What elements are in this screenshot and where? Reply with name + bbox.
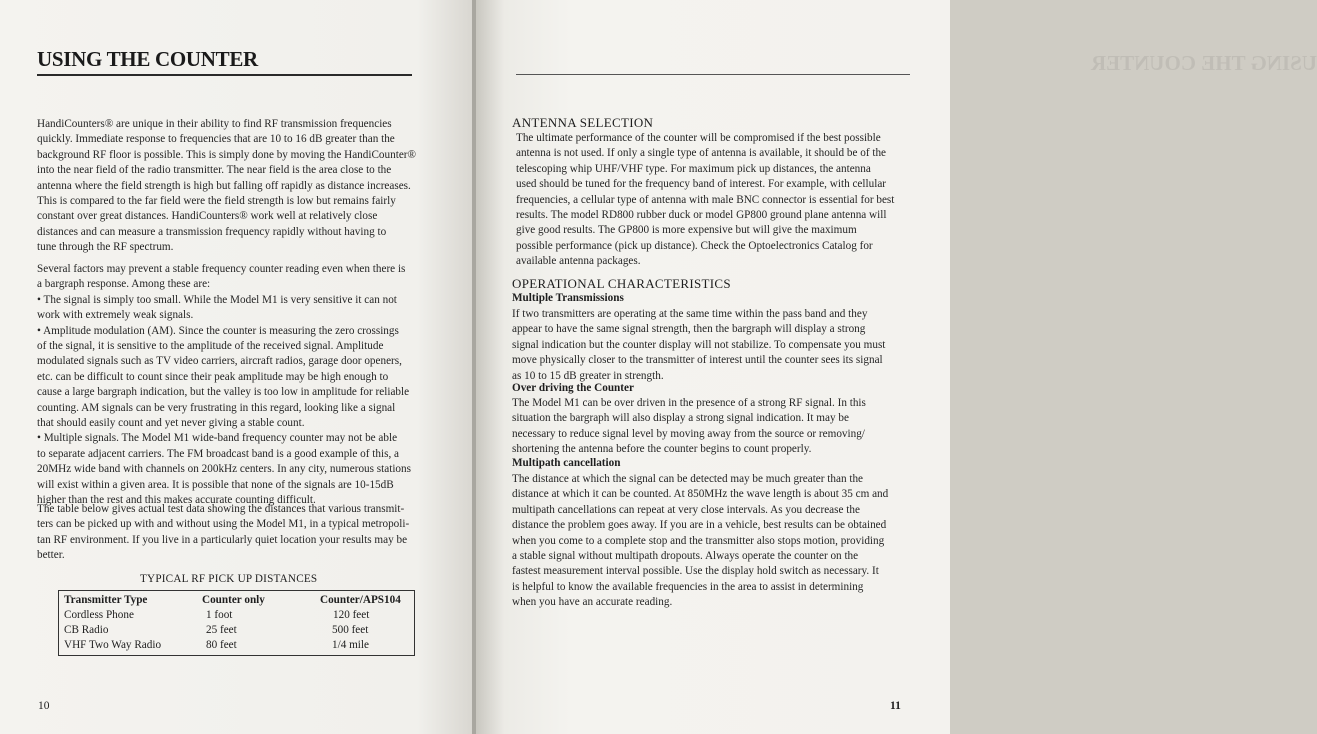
intro-line: antenna where the field strength is high but falling off rapidly as distance increases. <box>37 179 411 192</box>
intro-line: background RF floor is possible. This is simply done by moving the HandiCounter® <box>37 148 417 161</box>
table-intro-paragraph <box>37 502 437 564</box>
factors-paragraph <box>37 262 442 509</box>
multiple-transmissions-paragraph <box>512 307 942 384</box>
multipath-line: when you have an accurate reading. <box>512 596 673 609</box>
pickup-distance-table <box>58 590 415 656</box>
cell-transmitter: Cordless Phone <box>64 609 134 621</box>
antenna-line: telescoping whip UHF/VHF type. For maximum pick up distances, the antenna <box>516 162 871 175</box>
table-intro-line: The table below gives actual test data showing the distances that various transmit- <box>37 503 405 515</box>
cell-counter-only: 25 feet <box>206 624 237 636</box>
cell-counter-only: 1 foot <box>206 609 233 621</box>
header-counter-only: Counter only <box>202 594 265 606</box>
intro-line: quickly. Immediate response to frequencies that are 10 to 16 dB greater than the <box>37 133 395 146</box>
table-row <box>64 609 409 624</box>
factors-line: counting. AM signals can be very frustrating in this regard, looking like a signal <box>37 401 396 414</box>
bleed-through-title: USING THE COUNTER <box>1091 51 1317 75</box>
factors-line: modulated signals such as TV video carriers, aircraft radios, garage door openers, <box>37 355 402 368</box>
overdriving-line: necessary to reduce signal level by moving away from the source or removing/ <box>512 427 865 440</box>
left-page <box>0 0 474 734</box>
cell-counter-only: 80 feet <box>206 639 237 651</box>
antenna-line: The ultimate performance of the counter will be compromised if the best possible <box>516 132 881 144</box>
multiple-line: signal indication but the counter display will not stabilize. To compensate you must <box>512 338 886 351</box>
factors-line: work with extremely weak signals. <box>37 309 194 322</box>
factors-line: will exist within a given area. It is possible that none of the signals are 10-15dB <box>37 478 394 491</box>
factors-line: a bargraph response. Among these are: <box>37 278 211 291</box>
antenna-line: possible performance (pick up distance). Check the Optoelectronics Catalog for <box>516 239 873 252</box>
factors-line: etc. can be difficult to count since their peak amplitude may be high enough to <box>37 370 389 383</box>
factors-line: of the signal, it is sensitive to the amplitude of the received signal. Amplitude <box>37 340 384 353</box>
multipath-line: distance the problem goes away. If you are in a vehicle, best results can be obtained <box>512 519 887 532</box>
top-rule <box>516 74 910 75</box>
multiple-line: If two transmitters are operating at the same time within the pass band and they <box>512 308 868 320</box>
over-driving-paragraph <box>512 396 942 458</box>
table-intro-line: ters can be picked up with and without using the Model M1, in a typical metropoli- <box>37 518 410 531</box>
cell-transmitter: CB Radio <box>64 624 109 636</box>
antenna-paragraph <box>516 131 946 270</box>
cell-transmitter: VHF Two Way Radio <box>64 639 162 651</box>
factors-line: cause a large bargraph indication, but the valley is too low in amplitude for reliable <box>37 386 410 399</box>
over-driving-heading: Over driving the Counter <box>512 382 634 394</box>
factors-line: to separate adjacent carriers. The FM broadcast band is a good example of this, a <box>37 447 400 460</box>
table-row <box>64 624 409 639</box>
multiple-transmissions-heading: Multiple Transmissions <box>512 292 624 304</box>
antenna-line: give good results. The GP800 is more expensive but will give the maximum <box>516 224 857 237</box>
multiple-line: appear to have the same signal strength, then the bargraph will display a strong <box>512 323 866 336</box>
antenna-line: frequencies, a cellular type of antenna with male BNC connector is essential for best <box>516 193 895 206</box>
overdriving-line: situation the bargraph will also display a strong signal indication. It may be <box>512 412 849 425</box>
header-transmitter-type: Transmitter Type <box>64 594 148 606</box>
factors-line: • Multiple signals. The Model M1 wide-band frequency counter may not be able <box>37 432 398 445</box>
factors-line: higher than the rest and this makes accurate counting difficult. <box>37 494 316 507</box>
cell-counter-aps104: 120 feet <box>333 609 370 621</box>
intro-paragraph <box>37 117 437 256</box>
factors-line: • The signal is simply too small. While the Model M1 is very sensitive it can not <box>37 293 397 306</box>
header-counter-aps104: Counter/APS104 <box>320 594 401 606</box>
cell-counter-aps104: 500 feet <box>332 624 369 636</box>
factors-line: that should easily count and yet never giving a stable count. <box>37 417 305 430</box>
title-underline <box>37 74 412 76</box>
multipath-line: The distance at which the signal can be detected may be much greater than the <box>512 473 864 485</box>
multipath-line: distance at which it can be counted. At 850MHz the wave length is about 35 cm and <box>512 488 889 501</box>
table-caption: TYPICAL RF PICK UP DISTANCES <box>140 573 318 585</box>
antenna-line: used should be tuned for the frequency band of interest. For example, with cellular <box>516 178 887 191</box>
intro-line: into the near field of the radio transmitter. The near field is the area close to the <box>37 164 392 177</box>
antenna-line: available antenna packages. <box>516 255 641 268</box>
multipath-heading: Multipath cancellation <box>512 457 621 469</box>
operational-section-heading: OPERATIONAL CHARACTERISTICS <box>512 276 731 291</box>
multipath-paragraph <box>512 472 942 611</box>
multipath-line: fastest measurement interval possible. Use the display hold switch as necessary. It <box>512 565 879 578</box>
multipath-line: a stable signal without multipath dropouts. Always operate the counter on the <box>512 550 859 563</box>
overdriving-line: shortening the antenna before the counter begins to count properly. <box>512 443 812 456</box>
factors-line: Several factors may prevent a stable frequency counter reading even when there is <box>37 263 406 275</box>
intro-line: distances and can measure a transmission frequency rapidly without having to <box>37 225 387 238</box>
multiple-line: as 10 to 15 dB greater in strength. <box>512 369 664 382</box>
cell-counter-aps104: 1/4 mile <box>332 639 369 651</box>
intro-line: constant over great distances. HandiCounters® work well at relatively close <box>37 210 378 223</box>
multipath-line: is helpful to know the available frequencies in the area to assist in determining <box>512 580 864 593</box>
antenna-line: antenna is not used. If only a single type of antenna is available, it should be of the <box>516 147 887 160</box>
antenna-section-heading: ANTENNA SELECTION <box>512 115 654 130</box>
page-number-left: 10 <box>38 700 50 712</box>
right-page <box>476 0 1317 734</box>
intro-line: HandiCounters® are unique in their ability to find RF transmission frequencies <box>37 118 392 130</box>
table-header-row <box>64 594 409 609</box>
overdriving-line: The Model M1 can be over driven in the presence of a strong RF signal. In this <box>512 397 866 409</box>
factors-line: • Amplitude modulation (AM). Since the counter is measuring the zero crossings <box>37 324 399 337</box>
table-intro-line: better. <box>37 549 65 562</box>
page-title: USING THE COUNTER <box>37 47 258 71</box>
page-number-right: 11 <box>890 700 901 712</box>
intro-line: This is compared to the far field were the field strength is low but remains fairly <box>37 195 396 208</box>
factors-line: 20MHz wide band with channels on 200kHz centers. In any city, numerous stations <box>37 463 411 476</box>
multiple-line: move physically closer to the transmitter of interest until the counter sees its signal <box>512 354 883 367</box>
intro-line: tune through the RF spectrum. <box>37 241 174 254</box>
multipath-line: multipath cancellations can repeat at very close intervals. As you decrease the <box>512 503 860 516</box>
table-row <box>64 639 409 654</box>
antenna-line: results. The model RD800 rubber duck or model GP800 ground plane antenna will <box>516 209 887 222</box>
table-intro-line: tan RF environment. If you live in a particularly quiet location your results may be <box>37 533 408 546</box>
multipath-line: when you come to a complete stop and the transmitter also stops motion, providing <box>512 534 885 547</box>
